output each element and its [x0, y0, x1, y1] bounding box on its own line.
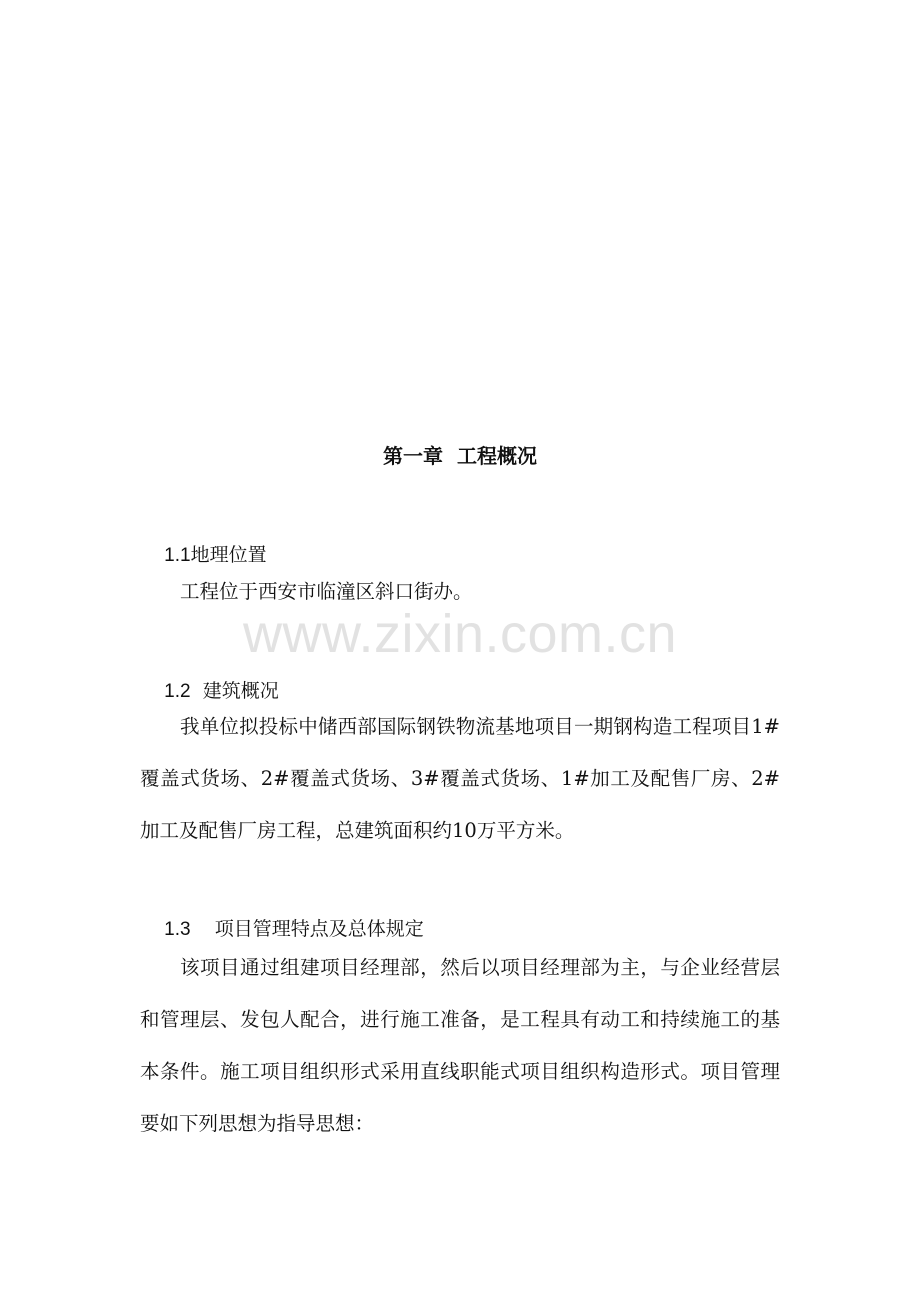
chapter-title: 第一章 工程概况	[383, 444, 537, 468]
section-number: 1.1	[164, 545, 191, 566]
section-number: 1.2	[164, 681, 191, 702]
watermark: www.zixin.com.cn	[242, 604, 678, 664]
section-body-1-2: 我单位拟投标中储西部国际钢铁物流基地项目一期钢构造工程项目1#覆盖式货场、2#覆盖式货场、3#覆盖式货场、1#加工及配售厂房、2#加工及配售厂房工程，总建筑面积约10万平方米。	[140, 715, 780, 842]
section-body-1-1: 工程位于西安市临潼区斜口街办。	[180, 580, 473, 603]
section-title: 建筑概况	[202, 680, 279, 702]
section-title: 地理位置	[190, 544, 267, 566]
section-title: 项目管理特点及总体规定	[214, 918, 424, 940]
section-number: 1.3	[164, 919, 191, 940]
section-body-1-3: 该项目通过组建项目经理部，然后以项目经理部为主，与企业经营层和管理层、发包人配合，进行施工准备，是工程具有动工和持续施工的基本条件。施工项目组织形式采用直线职能式项目组织构造形式。项目管理要如下列思想为指导思想：	[140, 956, 780, 1135]
